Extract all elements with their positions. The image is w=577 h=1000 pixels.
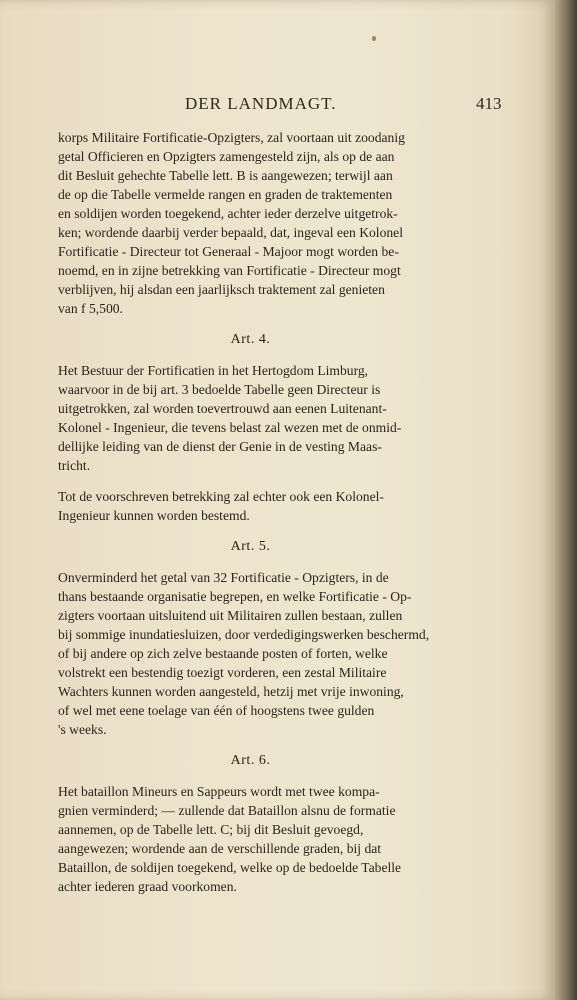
text-line: ken; wordende daarbij verder bepaald, dat, ingeval een Kolonel (58, 225, 403, 240)
text-line: korps Militaire Fortificatie-Opzigters, zal voortaan uit zoodanig (58, 130, 405, 145)
text-line: dit Besluit gehechte Tabelle lett. B is aangewezen; terwijl aan (58, 168, 393, 183)
text-line: dellijke leiding van de dienst der Genie in de vesting Maas- (58, 439, 382, 454)
ink-speck (372, 36, 376, 41)
text-line: waarvoor in de bij art. 3 bedoelde Tabelle geen Directeur is (58, 382, 381, 397)
text-line: 's weeks. (58, 722, 107, 737)
page-body (58, 128, 443, 896)
text-line: zigters voortaan uitsluitend uit Militairen zullen bestaan, zullen (58, 608, 403, 623)
text-line: of wel met eene toelage van één of hoogstens twee gulden (58, 703, 375, 718)
article-heading: Art. 6. (230, 753, 271, 768)
article-heading: Art. 4. (230, 332, 271, 347)
text-line: getal Officieren en Opzigters zamengesteld zijn, als op de aan (58, 149, 395, 164)
paragraph (58, 361, 443, 475)
page-header (0, 94, 555, 118)
text-line: gnien verminderd; — zullende dat Bataillon alsnu de formatie (58, 803, 396, 818)
book-spine-edge (555, 0, 577, 1000)
text-line: bij sommige inundatiesluizen, door verdedigingswerken beschermd, (58, 627, 430, 642)
text-line: Onverminderd het getal van 32 Fortificatie - Opzigters, in de (58, 570, 389, 585)
text-line: noemd, en in zijne betrekking van Fortificatie - Directeur mogt (58, 263, 401, 278)
paragraph (58, 782, 443, 896)
text-line: aannemen, op de Tabelle lett. C; bij dit Besluit gevoegd, (58, 822, 364, 837)
page-number: 413 (476, 94, 502, 113)
text-line: Het Bestuur der Fortificatien in het Hertogdom Limburg, (58, 363, 369, 378)
text-line: tricht. (58, 458, 91, 473)
text-line: achter iederen graad voorkomen. (58, 879, 237, 894)
text-line: Fortificatie - Directeur tot Generaal - Majoor mogt worden be- (58, 244, 399, 259)
text-line: verblijven, hij alsdan een jaarlijksch traktement zal genieten (58, 282, 385, 297)
text-line: volstrekt een bestendig toezigt vorderen, een zestal Militaire (58, 665, 387, 680)
text-line: Bataillon, de soldijen toegekend, welke op de bedoelde Tabelle (58, 860, 402, 875)
text-line: van f 5,500. (58, 301, 123, 316)
running-title: DER LANDMAGT. (185, 94, 337, 113)
text-line: of bij andere op zich zelve bestaande posten of forten, welke (58, 646, 388, 661)
text-line: uitgetrokken, zal worden toevertrouwd aan eenen Luitenant- (58, 401, 387, 416)
text-line: thans bestaande organisatie begrepen, en welke Fortificatie - Op- (58, 589, 412, 604)
paragraph (58, 128, 443, 318)
text-line: Ingenieur kunnen worden bestemd. (58, 508, 250, 523)
paragraph (58, 568, 443, 739)
paragraph (58, 487, 443, 525)
text-line: Kolonel - Ingenieur, die tevens belast zal wezen met de onmid- (58, 420, 402, 435)
text-line: Het bataillon Mineurs en Sappeurs wordt met twee kompa- (58, 784, 380, 799)
text-line: en soldijen worden toegekend, achter ieder derzelve uitgetrok- (58, 206, 398, 221)
text-line: Tot de voorschreven betrekking zal echter ook een Kolonel- (58, 489, 384, 504)
text-line: de op die Tabelle vermelde rangen en graden de traktementen (58, 187, 393, 202)
text-line: Wachters kunnen worden aangesteld, hetzij met vrije inwoning, (58, 684, 404, 699)
text-line: aangewezen; wordende aan de verschillende graden, bij dat (58, 841, 382, 856)
article-heading: Art. 5. (230, 539, 271, 554)
